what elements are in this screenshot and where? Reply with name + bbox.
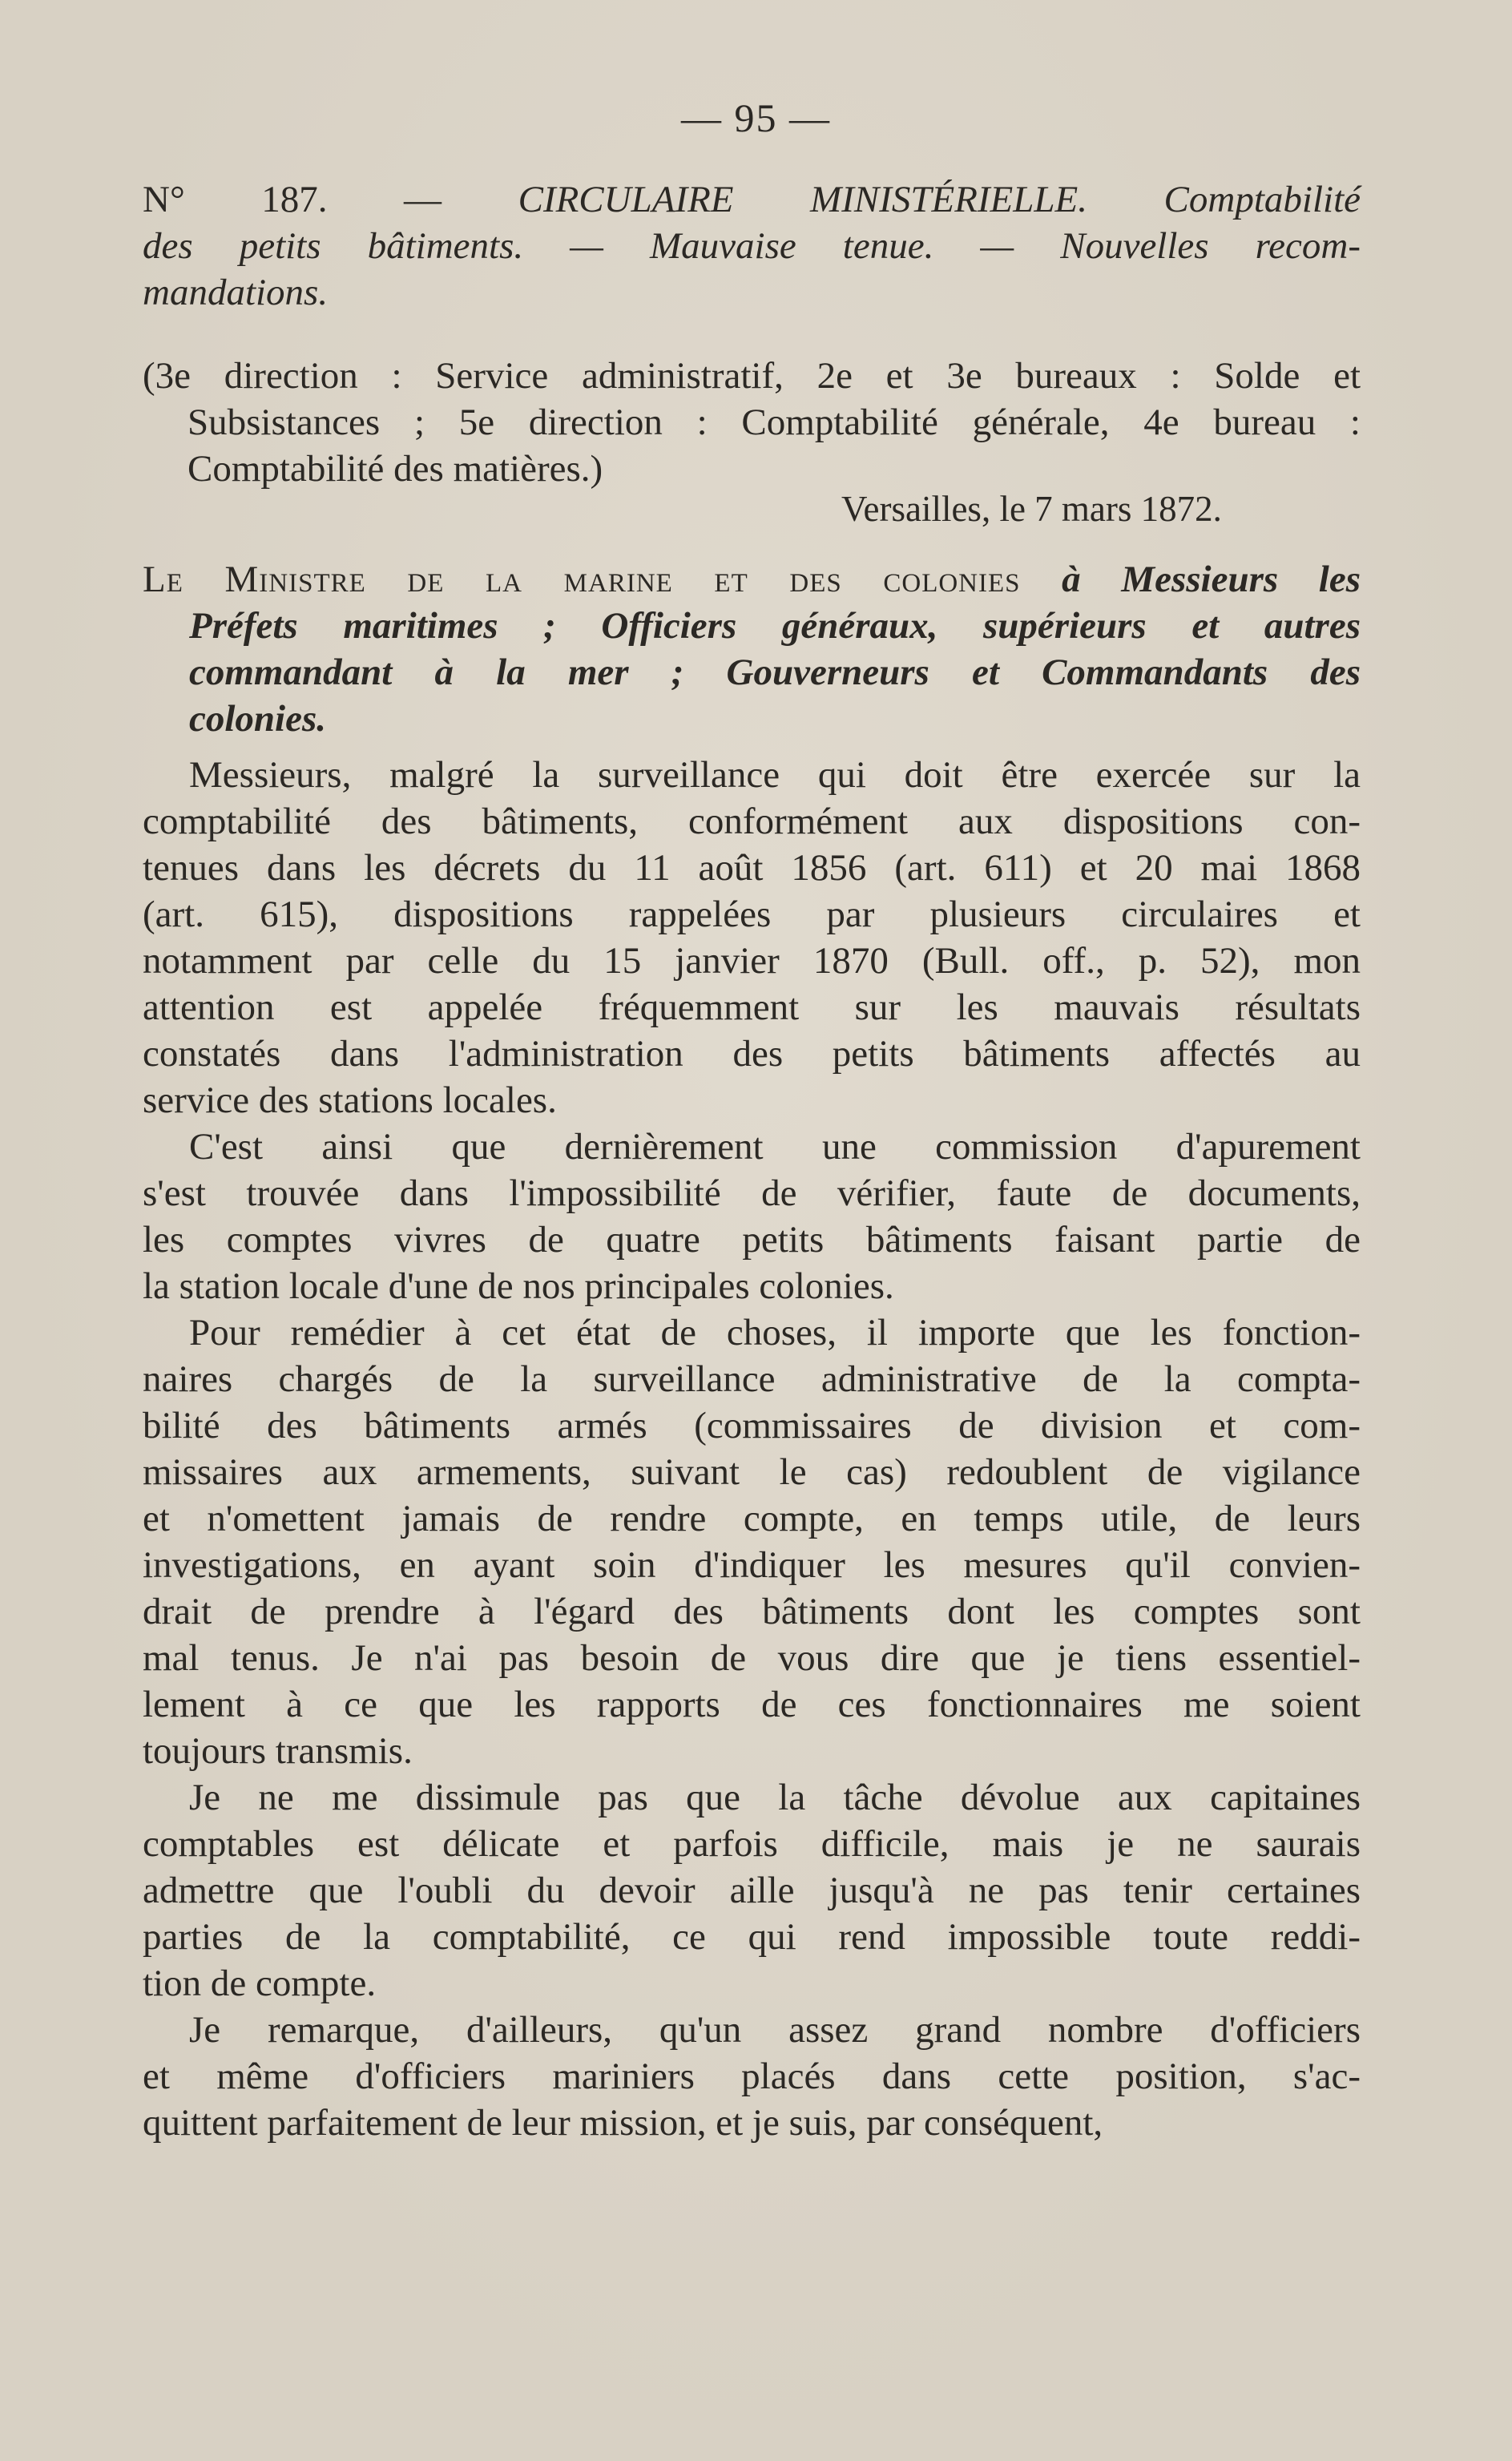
direction-line-2: Subsistances ; 5e direction : Comptabilité générale, 4e bureau : xyxy=(187,401,1361,443)
paragraph-line: s'est trouvée dans l'impossibilité de vérifier, faute de documents, xyxy=(143,1172,1361,1214)
paragraph-line: lement à ce que les rapports de ces fonctionnaires me soient xyxy=(143,1684,1361,1725)
paragraph xyxy=(143,752,1361,1124)
paragraph xyxy=(143,1124,1361,1309)
paragraph-line: naires chargés de la surveillance administrative de la compta- xyxy=(143,1358,1361,1400)
paragraph-line: mal tenus. Je n'ai pas besoin de vous dire que je tiens essentiel- xyxy=(143,1637,1361,1679)
heading-number: N° 187. — xyxy=(143,179,518,220)
address-line-4: colonies. xyxy=(189,698,327,740)
address-line-2: Préfets maritimes ; Officiers généraux, supérieurs et autres xyxy=(189,605,1361,647)
heading-title: CIRCULAIRE MINISTÉRIELLE. Comptabilité xyxy=(518,179,1361,220)
heading-line-2: des petits bâtiments. — Mauvaise tenue. — Nouvelles recom- xyxy=(143,225,1361,267)
paragraph-line: toujours transmis. xyxy=(143,1730,413,1772)
paragraph-line: missaires aux armements, suivant le cas) redoublent de vigilance xyxy=(143,1451,1361,1493)
paragraph-line: la station locale d'une de nos principales colonies. xyxy=(143,1265,894,1307)
paragraph-line: et n'omettent jamais de rendre compte, en temps utile, de leurs xyxy=(143,1498,1361,1539)
paragraph-line: service des stations locales. xyxy=(143,1079,557,1121)
letter-body xyxy=(143,752,1361,2146)
paragraph-line: comptables est délicate et parfois difficile, mais je ne saurais xyxy=(143,1823,1361,1865)
paragraph-line: constatés dans l'administration des petits bâtiments affectés au xyxy=(143,1033,1361,1075)
date-line: Versailles, le 7 mars 1872. xyxy=(841,489,1222,529)
paragraph-line: admettre que l'oubli du devoir aille jusqu'à ne pas tenir certaines xyxy=(143,1870,1361,1911)
heading-line-3: mandations. xyxy=(143,272,329,313)
paragraph-line: attention est appelée fréquemment sur les mauvais résultats xyxy=(143,986,1361,1028)
address-block xyxy=(143,556,1361,742)
paragraph-line: tenues dans les décrets du 11 août 1856 (art. 611) et 20 mai 1868 xyxy=(143,847,1361,889)
paragraph-line: Messieurs, malgré la surveillance qui doit être exercée sur la xyxy=(189,754,1361,796)
paragraph-line: les comptes vivres de quatre petits bâtiments faisant partie de xyxy=(143,1219,1361,1261)
address-preposition: à xyxy=(1062,559,1122,600)
paragraph-line: Pour remédier à cet état de choses, il importe que les fonction- xyxy=(189,1312,1361,1354)
address-sender: Le Ministre de la marine et des colonies xyxy=(143,559,1062,600)
circular-heading xyxy=(143,176,1361,316)
paragraph-line: quittent parfaitement de leur mission, et je suis, par conséquent, xyxy=(143,2102,1103,2144)
paragraph xyxy=(143,1309,1361,1774)
address-line-1 xyxy=(143,556,1361,603)
paragraph-line: drait de prendre à l'égard des bâtiments dont les comptes sont xyxy=(143,1591,1361,1632)
paragraph-line: Je ne me dissimule pas que la tâche dévolue aux capitaines xyxy=(189,1777,1361,1818)
heading-line-1 xyxy=(143,176,1361,223)
direction-line-3: Comptabilité des matières.) xyxy=(187,448,603,490)
paragraph-line: tion de compte. xyxy=(143,1963,377,2004)
paragraph-line: parties de la comptabilité, ce qui rend impossible toute reddi- xyxy=(143,1916,1361,1958)
paragraph-line: investigations, en ayant soin d'indiquer les mesures qu'il convien- xyxy=(143,1544,1361,1586)
paragraph-line: Je remarque, d'ailleurs, qu'un assez grand nombre d'officiers xyxy=(189,2009,1361,2051)
page-number: — 95 — xyxy=(681,95,831,140)
paragraph-line: et même d'officiers mariniers placés dans cette position, s'ac- xyxy=(143,2056,1361,2097)
paragraph-line: (art. 615), dispositions rappelées par plusieurs circulaires et xyxy=(143,894,1361,935)
paragraph-line: C'est ainsi que dernièrement une commission d'apurement xyxy=(189,1126,1361,1168)
direction-note xyxy=(143,353,1361,492)
direction-line-1: (3e direction : Service administratif, 2e et 3e bureaux : Solde et xyxy=(143,355,1361,397)
paragraph-line: notamment par celle du 15 janvier 1870 (Bull. off., p. 52), mon xyxy=(143,940,1361,982)
address-recipient: Messieurs les xyxy=(1121,559,1361,600)
paragraph xyxy=(143,1774,1361,2007)
paragraph-line: comptabilité des bâtiments, conformément aux dispositions con- xyxy=(143,801,1361,842)
address-line-3: commandant à la mer ; Gouverneurs et Commandants des xyxy=(189,652,1361,693)
paragraph-line: bilité des bâtiments armés (commissaires de division et com- xyxy=(143,1405,1361,1446)
paragraph xyxy=(143,2007,1361,2146)
